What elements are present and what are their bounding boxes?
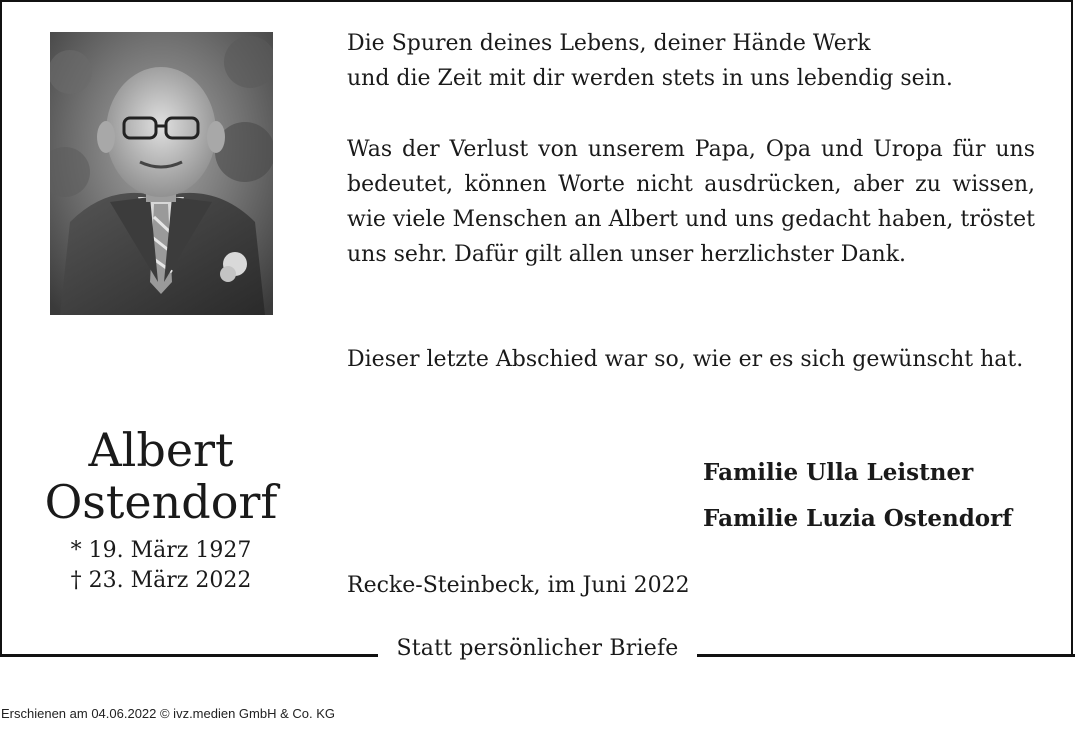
birth-date: * 19. März 1927 — [70, 538, 252, 563]
epitaph-line-2: und die Zeit mit dir werden stets in uns lebendig sein. — [347, 66, 953, 91]
deceased-name-block — [30, 424, 292, 596]
family-signoff — [703, 450, 1063, 542]
portrait-photo — [50, 32, 273, 315]
epitaph-line-1: Die Spuren deines Lebens, deiner Hände Werk — [347, 31, 871, 56]
farewell-paragraph: Dieser letzte Abschied war so, wie er es sich gewünscht hat. — [347, 347, 1024, 372]
life-dates — [30, 536, 292, 596]
death-date: † 23. März 2022 — [70, 568, 252, 593]
portrait-photo-icon — [50, 32, 273, 315]
family-signoff-1: Familie Ulla Leistner — [703, 459, 974, 486]
publication-credit: Erschienen am 04.06.2022 © ivz.medien GmbH & Co. KG — [1, 706, 336, 721]
frame-bottom-line-left — [0, 654, 378, 657]
deceased-first-name: Albert — [88, 423, 234, 477]
family-signoff-2: Familie Luzia Ostendorf — [703, 505, 1013, 532]
thanks-paragraph: Was der Verlust von unserem Papa, Opa und Uropa für uns bedeutet, können Worte nicht ausdrücken, aber zu wissen, wie viele Menschen an Albert und uns gedacht haben, tröstet uns sehr. Dafür gilt allen unser herzlichster Dank. — [347, 137, 1035, 267]
footer-label: Statt persönlicher Briefe — [396, 636, 679, 661]
place-date: Recke-Steinbeck, im Juni 2022 — [347, 573, 690, 598]
frame-bottom-line-right — [697, 654, 1075, 657]
epitaph-quote — [347, 26, 1035, 96]
deceased-last-name: Ostendorf — [44, 475, 278, 529]
